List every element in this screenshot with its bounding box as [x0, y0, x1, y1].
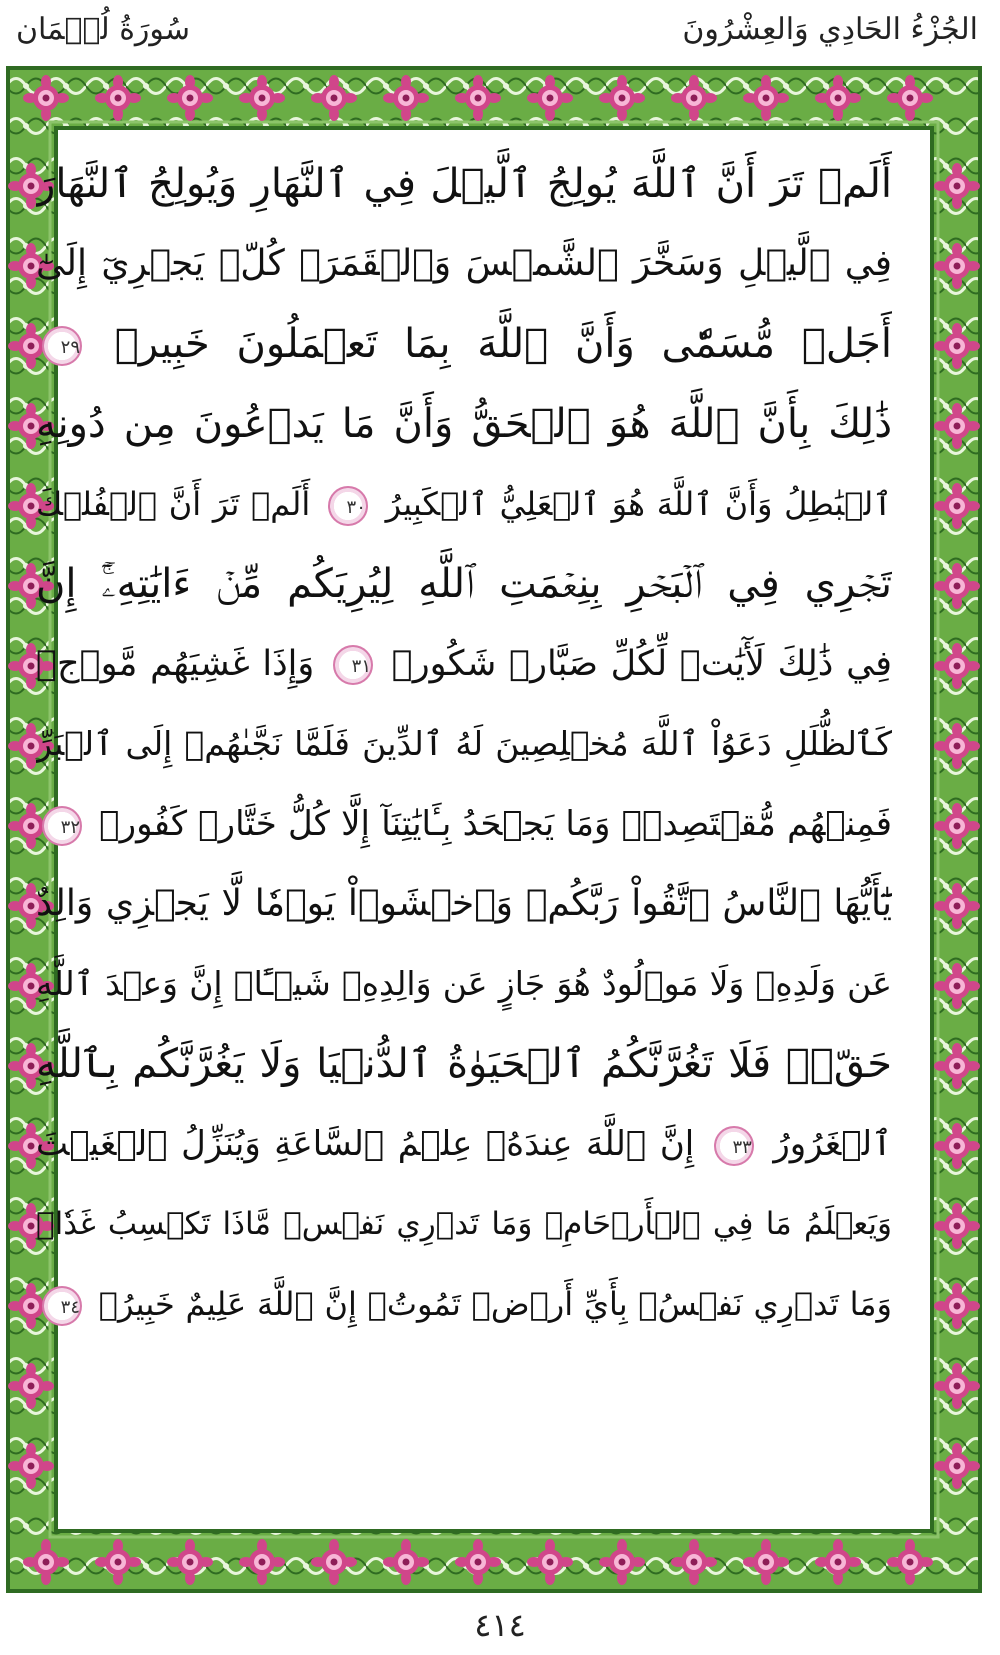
- verse-text: أَلَمۡ تَرَ أَنَّ ٱللَّهَ يُولِجُ ٱلَّيۡلَ فِي ٱلنَّهَارِ وَيُولِجُ ٱلنَّهَارَ: [36, 161, 892, 207]
- verse-line-12: [36, 1024, 892, 1104]
- verse-line-10: [36, 864, 892, 944]
- verse-line-4: [36, 384, 892, 464]
- verse-line-1: [36, 144, 892, 224]
- verse-line-2: [36, 224, 892, 304]
- verse-line-13: [36, 1104, 892, 1184]
- verse-line-15: [36, 1264, 892, 1344]
- verse-text: حَقّٞۖ فَلَا تَغُرَّنَّكُمُ ٱلۡحَيَوٰةُ ٱلدُّنۡيَا وَلَا يَغُرَّنَّكُم بِٱللَّهِ: [36, 1041, 892, 1087]
- juz-title: الجُزْءُ الحَادِي وَالعِشْرُونَ: [682, 12, 978, 47]
- verse-line-8: [36, 704, 892, 784]
- verse-text: وَمَا تَدۡرِي نَفۡسُۢ بِأَيِّ أَرۡضٖ تَمُوتُۚ إِنَّ ٱللَّهَ عَلِيمٌ خَبِيرُۢ: [98, 1285, 892, 1323]
- verse-text: يَٰٓأَيُّهَا ٱلنَّاسُ ٱتَّقُواْ رَبَّكُمۡ وَٱخۡشَوۡاْ يَوۡمٗا لَّا يَجۡزِي وَالِدٌ: [36, 883, 892, 924]
- verse-text: إِنَّ ٱللَّهَ عِندَهُۥ عِلۡمُ ٱلسَّاعَةِ وَيُنَزِّلُ ٱلۡغَيۡثَ: [36, 1124, 695, 1164]
- ayah-number-marker: ٣١: [333, 645, 373, 685]
- verse-text: تَجۡرِي فِي ٱلۡبَحۡرِ بِنِعۡمَتِ ٱللَّهِ لِيُرِيَكُم مِّنۡ ءَايَٰتِهِۦٓۚ إِنَّ: [36, 561, 892, 607]
- verse-text: أَجَلٖ مُّسَمّٗى وَأَنَّ ٱللَّهَ بِمَا تَعۡمَلُونَ خَبِيرٞ: [114, 321, 892, 367]
- verse-text: ٱلۡبَٰطِلُ وَأَنَّ ٱللَّهَ هُوَ ٱلۡعَلِيُّ ٱلۡكَبِيرُ: [385, 485, 892, 523]
- verse-line-9: [36, 784, 892, 864]
- verse-text: وَإِذَا غَشِيَهُم مَّوۡجٞ: [36, 644, 315, 684]
- ayah-number-marker: ٣٣: [714, 1126, 754, 1166]
- verse-text: أَلَمۡ تَرَ أَنَّ ٱلۡفُلۡكَ: [36, 485, 311, 523]
- verse-line-3: [36, 304, 892, 384]
- verse-text: ٱلۡغَرُورُ: [773, 1124, 892, 1164]
- verse-text: ذَٰلِكَ بِأَنَّ ٱللَّهَ هُوَ ٱلۡحَقُّ وَأَنَّ مَا يَدۡعُونَ مِن دُونِهِ: [36, 401, 892, 447]
- verse-text: وَيَعۡلَمُ مَا فِي ٱلۡأَرۡحَامِۖ وَمَا تَدۡرِي نَفۡسٞ مَّاذَا تَكۡسِبُ غَدٗاۖ: [36, 1206, 892, 1242]
- surah-title: سُورَةُ لُقۡمَان: [16, 12, 191, 47]
- verse-text: كَٱلظُّلَلِ دَعَوُاْ ٱللَّهَ مُخۡلِصِينَ لَهُ ٱلدِّينَ فَلَمَّا نَجَّىٰهُمۡ إِلَى ٱلۡبَرِّ: [36, 724, 892, 763]
- page-header: [0, 0, 1000, 66]
- verse-text: عَن وَلَدِهِۦ وَلَا مَوۡلُودٌ هُوَ جَازٍ عَن وَالِدِهِۦ شَيۡـًٔاۚ إِنَّ وَعۡدَ ٱللَّهِ: [36, 964, 892, 1003]
- verse-line-14: [36, 1184, 892, 1264]
- verse-line-6: [36, 544, 892, 624]
- ayah-number-marker: ٢٩: [42, 326, 82, 366]
- verse-text: فِي ٱلَّيۡلِ وَسَخَّرَ ٱلشَّمۡسَ وَٱلۡقَمَرَۖ كُلّٞ يَجۡرِيٓ إِلَىٰٓ: [36, 243, 892, 284]
- ayah-number-marker: ٣٢: [42, 806, 82, 846]
- ayah-number-marker: ٣٤: [42, 1286, 82, 1326]
- verse-text: فِي ذَٰلِكَ لَأٓيَٰتٖ لِّكُلِّ صَبَّارٖ شَكُورٖ: [391, 644, 892, 684]
- verse-line-11: [36, 944, 892, 1024]
- page-number: ٤١٤: [474, 1606, 526, 1644]
- verse-line-5: [36, 464, 892, 544]
- verse-text: فَمِنۡهُم مُّقۡتَصِدٞۚ وَمَا يَجۡحَدُ بِـَٔايَٰتِنَآ إِلَّا كُلُّ خَتَّارٖ كَفُورٖ: [99, 804, 892, 844]
- ayah-number-marker: ٣٠: [328, 486, 368, 526]
- verse-line-7: [36, 624, 892, 704]
